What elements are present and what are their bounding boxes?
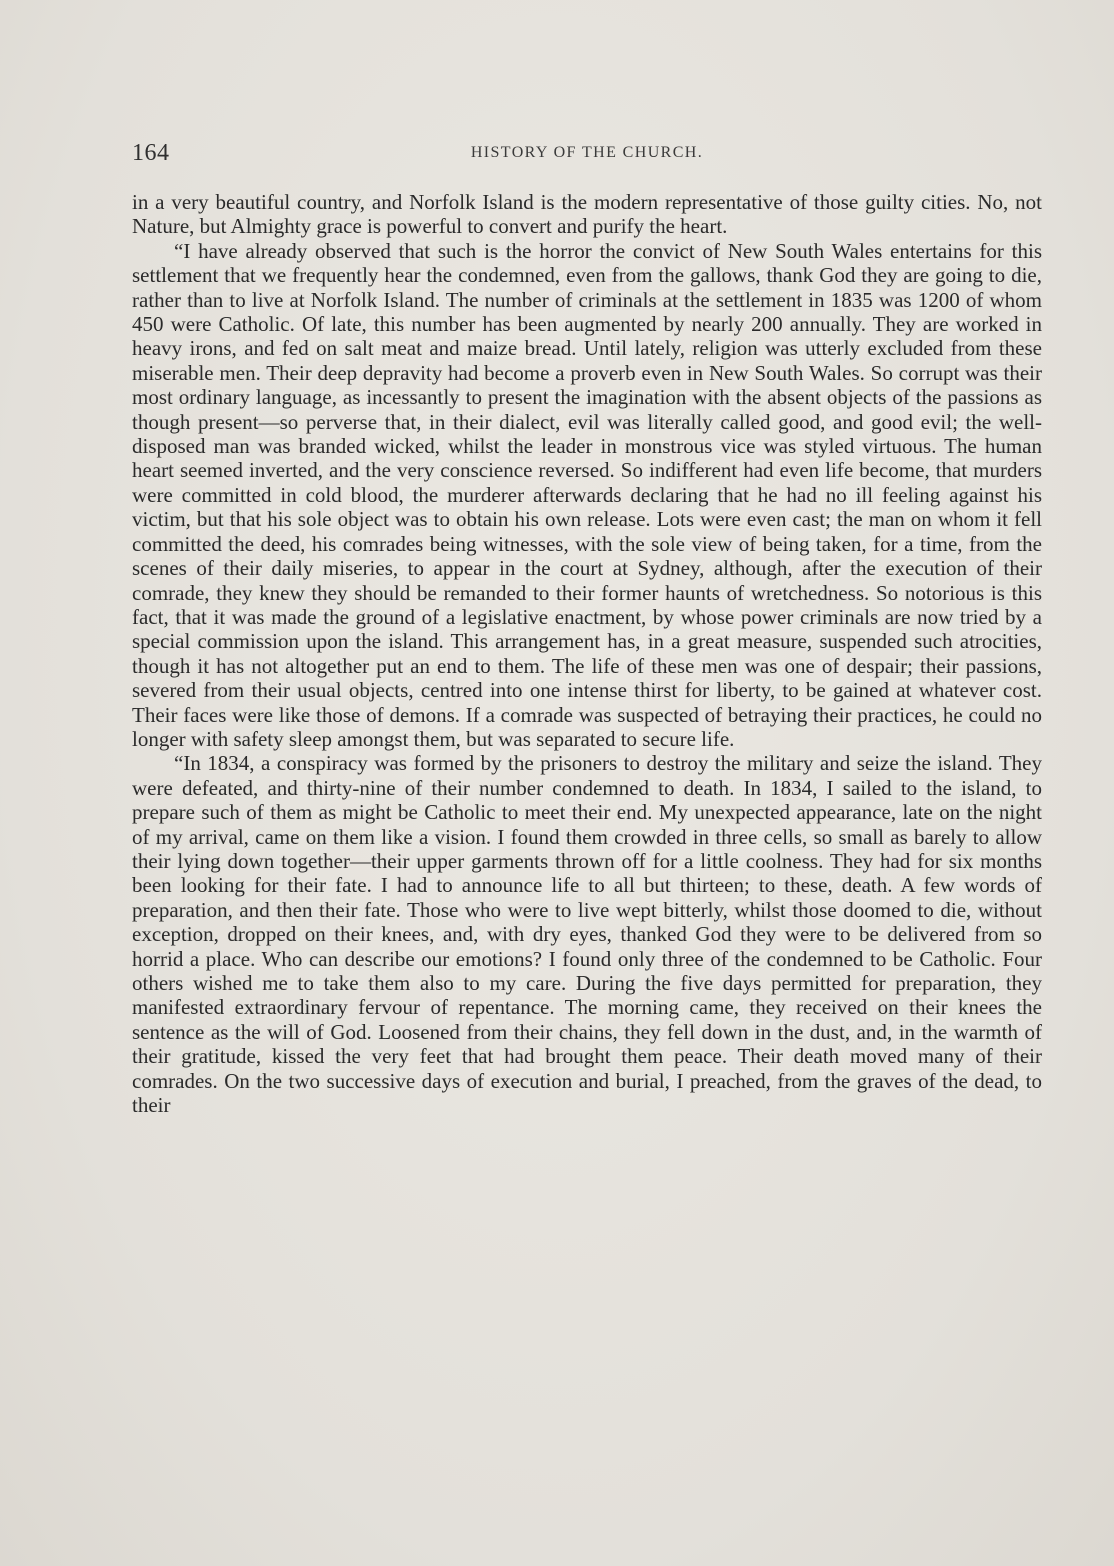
running-head (132, 140, 1042, 170)
running-title: HISTORY OF THE CHURCH. (470, 144, 704, 161)
paragraph-norfolk-island-settlement: “I have already observed that such is the horror the convict of New South Wales entertains for this settlement that we frequently hear the condemned, even from the gallows, thank God they are going to die, rather than to live at Norfolk Island. The number of criminals at the settlement in 1835 was 1200 of whom 450 were Catholic. Of late, this number has been augmented by nearly 200 annually. They are worked in heavy irons, and fed on salt meat and maize bread. Until lately, religion was utterly excluded from these miserable men. Their deep depravity had become a proverb even in New South Wales. So corrupt was their most ordinary language, as incessantly to present the imagination with the absent objects of the passions as though present—so perverse that, in their dialect, evil was literally called good, and good evil; the well-disposed man was branded wicked, whilst the leader in monstrous vice was styled virtuous. The human heart seemed inverted, and the very conscience reversed. So indifferent had even life become, that murders were committed in cold blood, the murderer afterwards declaring that he had no ill feeling against his victim, but that his sole object was to obtain his own release. Lots were even cast; the man on whom it fell committed the deed, his comrades being witnesses, with the sole view of being taken, for a time, from the scenes of their daily miseries, to appear in the court at Sydney, although, after the execution of their comrade, they knew they should be remanded to their former haunts of wretchedness. So notorious is this fact, that it was made the ground of a legislative enactment, by whose power criminals are now tried by a special commission upon the island. This arrangement has, in a great measure, suspended such atrocities, though it has not altogether put an end to them. The life of these men was one of despair; their passions, severed from their usual objects, centred into one intense thirst for liberty, to be gained at whatever cost. Their faces were like those of demons. If a comrade was suspected of betraying their practices, he could no longer with safety sleep amongst them, but was separated to secure life. (132, 238, 1042, 751)
paragraph-conspiracy-1834: “In 1834, a conspiracy was formed by the prisoners to destroy the military and seize the island. They were defeated, and thirty-nine of their number condemned to death. In 1834, I sailed to the island, to prepare such of them as might be Catholic to meet their end. My unexpected appearance, late on the night of my arrival, came on them like a vision. I found them crowded in three cells, so small as barely to allow their lying down together—their upper garments thrown off for a little coolness. They had for six months been looking for their fate. I had to announce life to all but thirteen; to these, death. A few words of preparation, and then their fate. Those who were to live wept bitterly, whilst those doomed to die, without exception, dropped on their knees, and, with dry eyes, thanked God they were to be delivered from so horrid a place. Who can describe our emotions? I found only three of the condemned to be Catholic. Four others wished me to take them also to my care. During the five days permitted for preparation, they manifested extraordinary fervour of repentance. The morning came, they received on their knees the sentence as the will of God. Loosened from their chains, they fell down in the dust, and, in the warmth of their gratitude, kissed the very feet that had brought them peace. Their death moved many of their comrades. On the two successive days of execution and burial, I preached, from the graves of the dead, to their (132, 751, 1042, 1118)
page-number: 164 (132, 140, 170, 166)
paragraph-continuation: in a very beautiful country, and Norfolk Island is the modern representative of those guilty cities. No, not Nature, but Almighty grace is powerful to convert and purify the heart. (132, 190, 1042, 239)
body-text (132, 190, 1042, 1117)
